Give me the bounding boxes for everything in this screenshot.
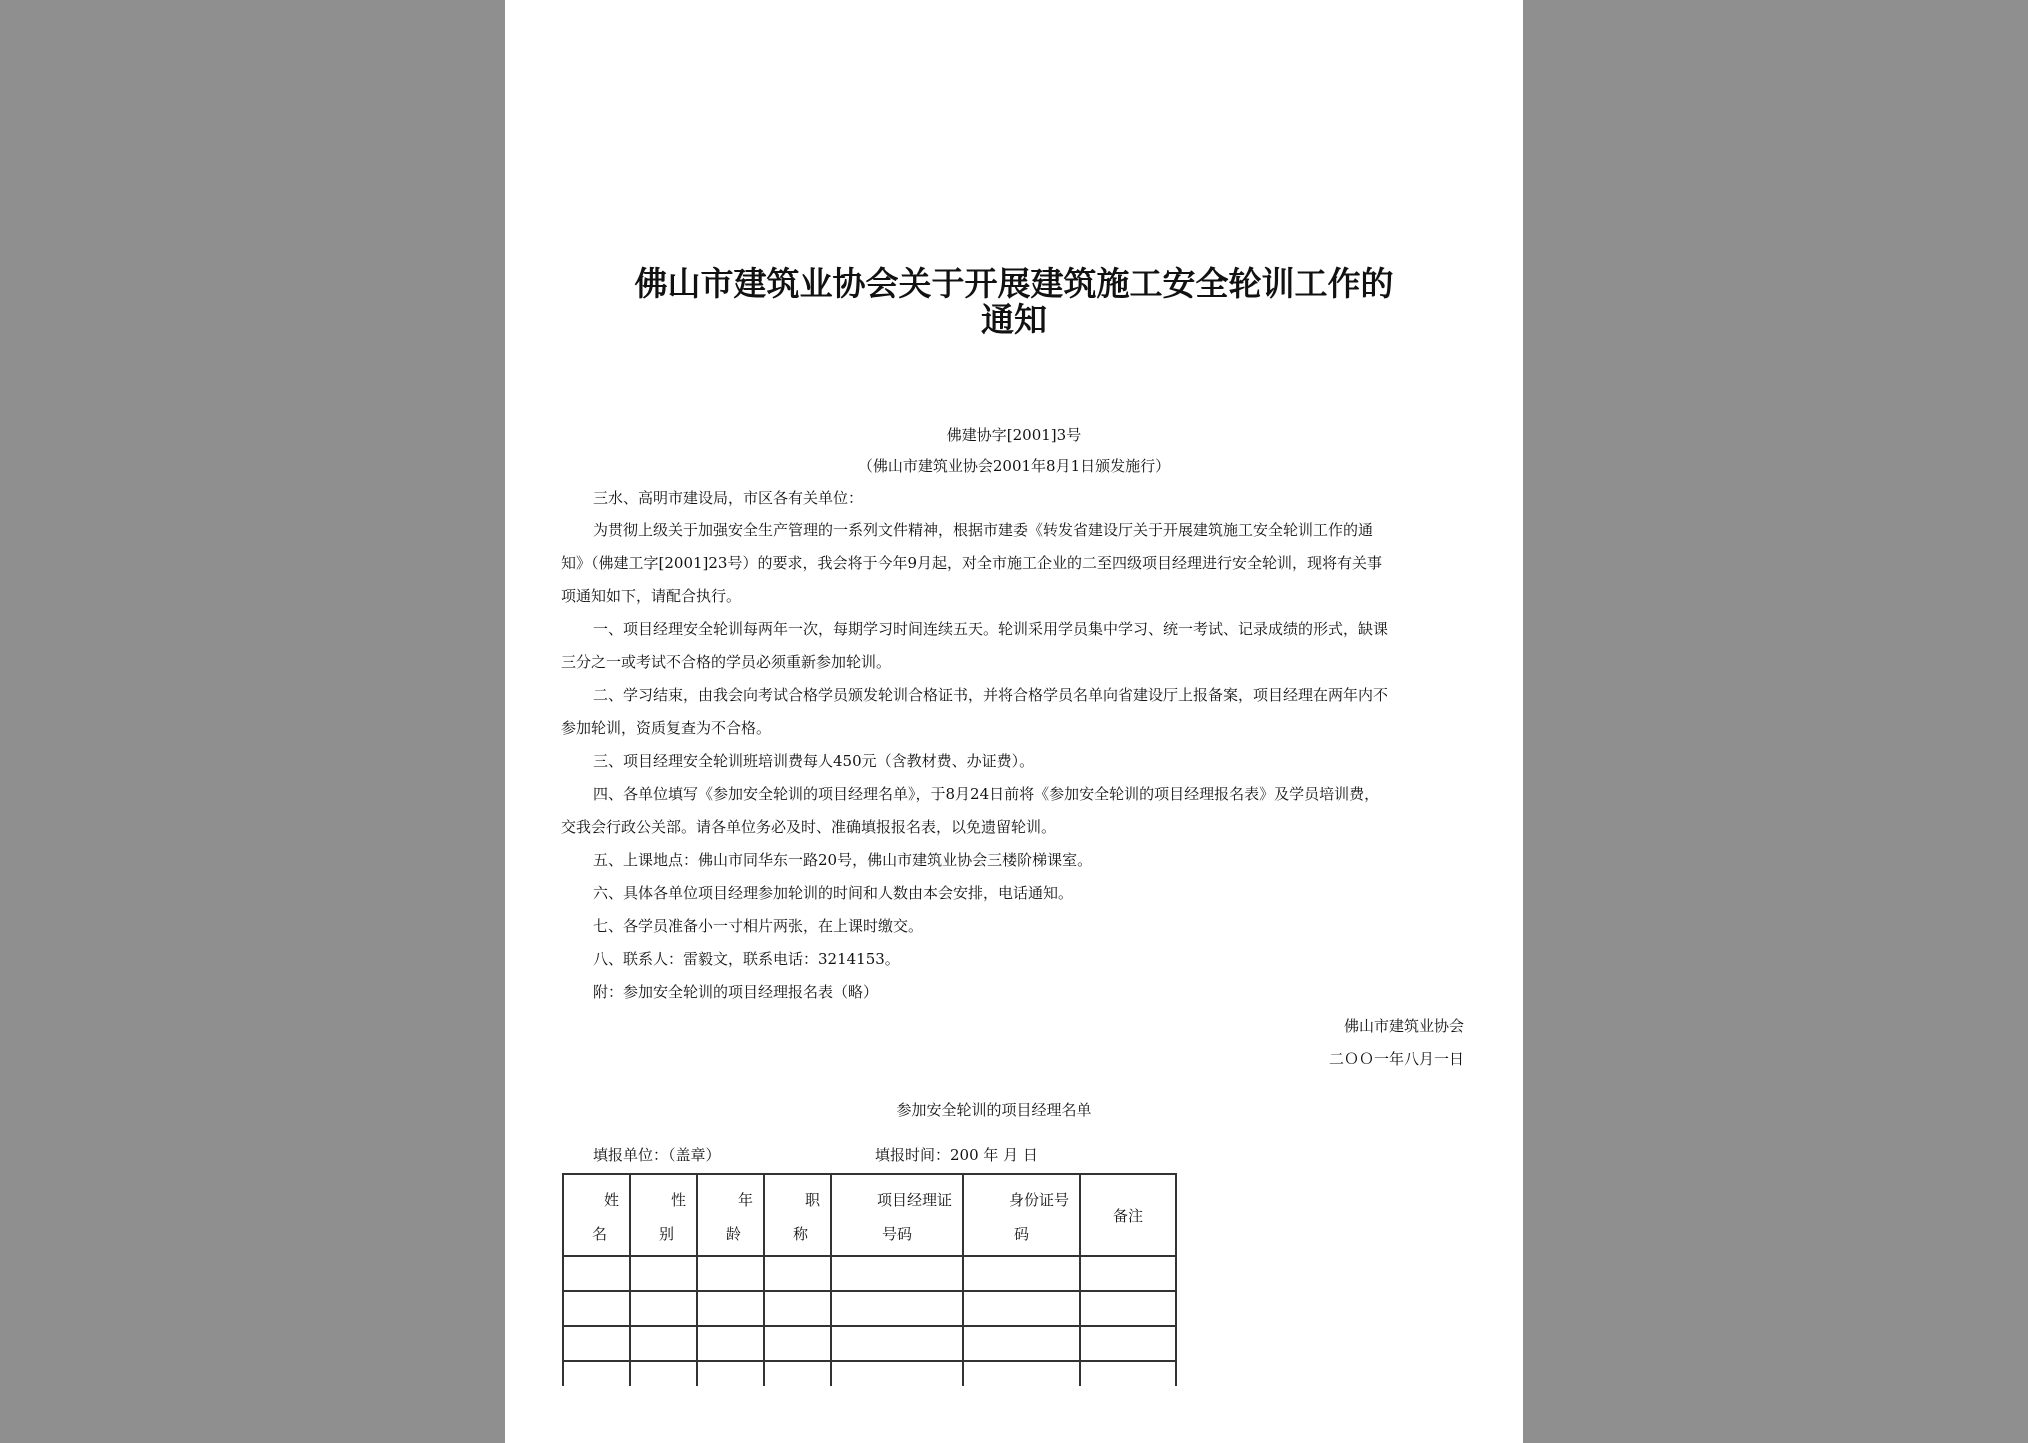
attachment-note: 附：参加安全轮训的项目经理报名表（略）	[593, 983, 879, 1001]
item-3: 三、项目经理安全轮训班培训费每人450元（含教材费、办证费）。	[593, 752, 1035, 770]
item-1-line-1: 一、项目经理安全轮训每两年一次，每期学习时间连续五天。轮训采用学员集中学习、统一考试、记录成绩的形式，缺课	[593, 620, 1389, 638]
item-8: 八、联系人：雷毅文，联系电话：3214153。	[593, 950, 900, 968]
item-5: 五、上课地点：佛山市同华东一路20号，佛山市建筑业协会三楼阶梯课室。	[593, 851, 1093, 869]
item-6: 六、具体各单位项目经理参加轮训的时间和人数由本会安排，电话通知。	[593, 884, 1074, 902]
item-2-line-2: 参加轮训，资质复查为不合格。	[561, 719, 772, 737]
table-row	[563, 1326, 1176, 1361]
item-7: 七、各学员准备小一寸相片两张，在上课时缴交。	[593, 917, 924, 935]
table-row	[563, 1291, 1176, 1326]
table-row	[563, 1361, 1176, 1386]
form-title: 参加安全轮训的项目经理名单	[896, 1101, 1092, 1119]
item-4-line-2: 交我会行政公关部。请各单位务必及时、准确填报报名表，以免遗留轮训。	[561, 818, 1057, 836]
document-page	[505, 0, 1523, 1443]
signature: 佛山市建筑业协会	[1343, 1017, 1464, 1035]
column-header-remarks: 备注	[1080, 1174, 1176, 1256]
roster-header-row	[563, 1174, 1176, 1256]
column-header-name: 姓 名	[563, 1174, 630, 1256]
issue-note: （佛山市建筑业协会2001年8月1日颁发施行）	[857, 457, 1171, 475]
roster-table	[562, 1173, 1177, 1386]
table-row	[563, 1256, 1176, 1291]
column-header-certificate-number: 项目经理证 号码	[831, 1174, 963, 1256]
document-number: 佛建协字[2001]3号	[946, 426, 1082, 444]
item-1-line-2: 三分之一或考试不合格的学员必须重新参加轮训。	[561, 653, 892, 671]
column-header-title: 职 称	[764, 1174, 831, 1256]
form-unit-label: 填报单位：（盖章）	[593, 1146, 721, 1164]
intro-line-3: 项通知如下，请配合执行。	[561, 587, 742, 605]
item-2-line-1: 二、学习结束，由我会向考试合格学员颁发轮训合格证书，并将合格学员名单向省建设厅上报备案，项目经理在两年内不	[593, 686, 1389, 704]
salutation: 三水、高明市建设局，市区各有关单位：	[593, 489, 864, 507]
document-title-line-1: 佛山市建筑业协会关于开展建筑施工安全轮训工作的	[634, 264, 1394, 303]
column-header-id-number: 身份证号 码	[963, 1174, 1080, 1256]
item-4-line-1: 四、各单位填写《参加安全轮训的项目经理名单》，于8月24日前将《参加安全轮训的项目经理报名表》及学员培训费，	[593, 785, 1380, 803]
issue-date: 二ＯＯ一年八月一日	[1328, 1050, 1464, 1068]
document-title-line-2: 通知	[981, 300, 1047, 339]
column-header-gender: 性 别	[630, 1174, 697, 1256]
intro-line-1: 为贯彻上级关于加强安全生产管理的一系列文件精神，根据市建委《转发省建设厅关于开展建筑施工安全轮训工作的通	[593, 521, 1374, 539]
form-time-label: 填报时间：200 年 月 日	[875, 1146, 1038, 1164]
intro-line-2: 知》（佛建工字[2001]23号）的要求，我会将于今年9月起，对全市施工企业的二至四级项目经理进行安全轮训，现将有关事	[561, 554, 1383, 572]
column-header-age: 年 龄	[697, 1174, 764, 1256]
